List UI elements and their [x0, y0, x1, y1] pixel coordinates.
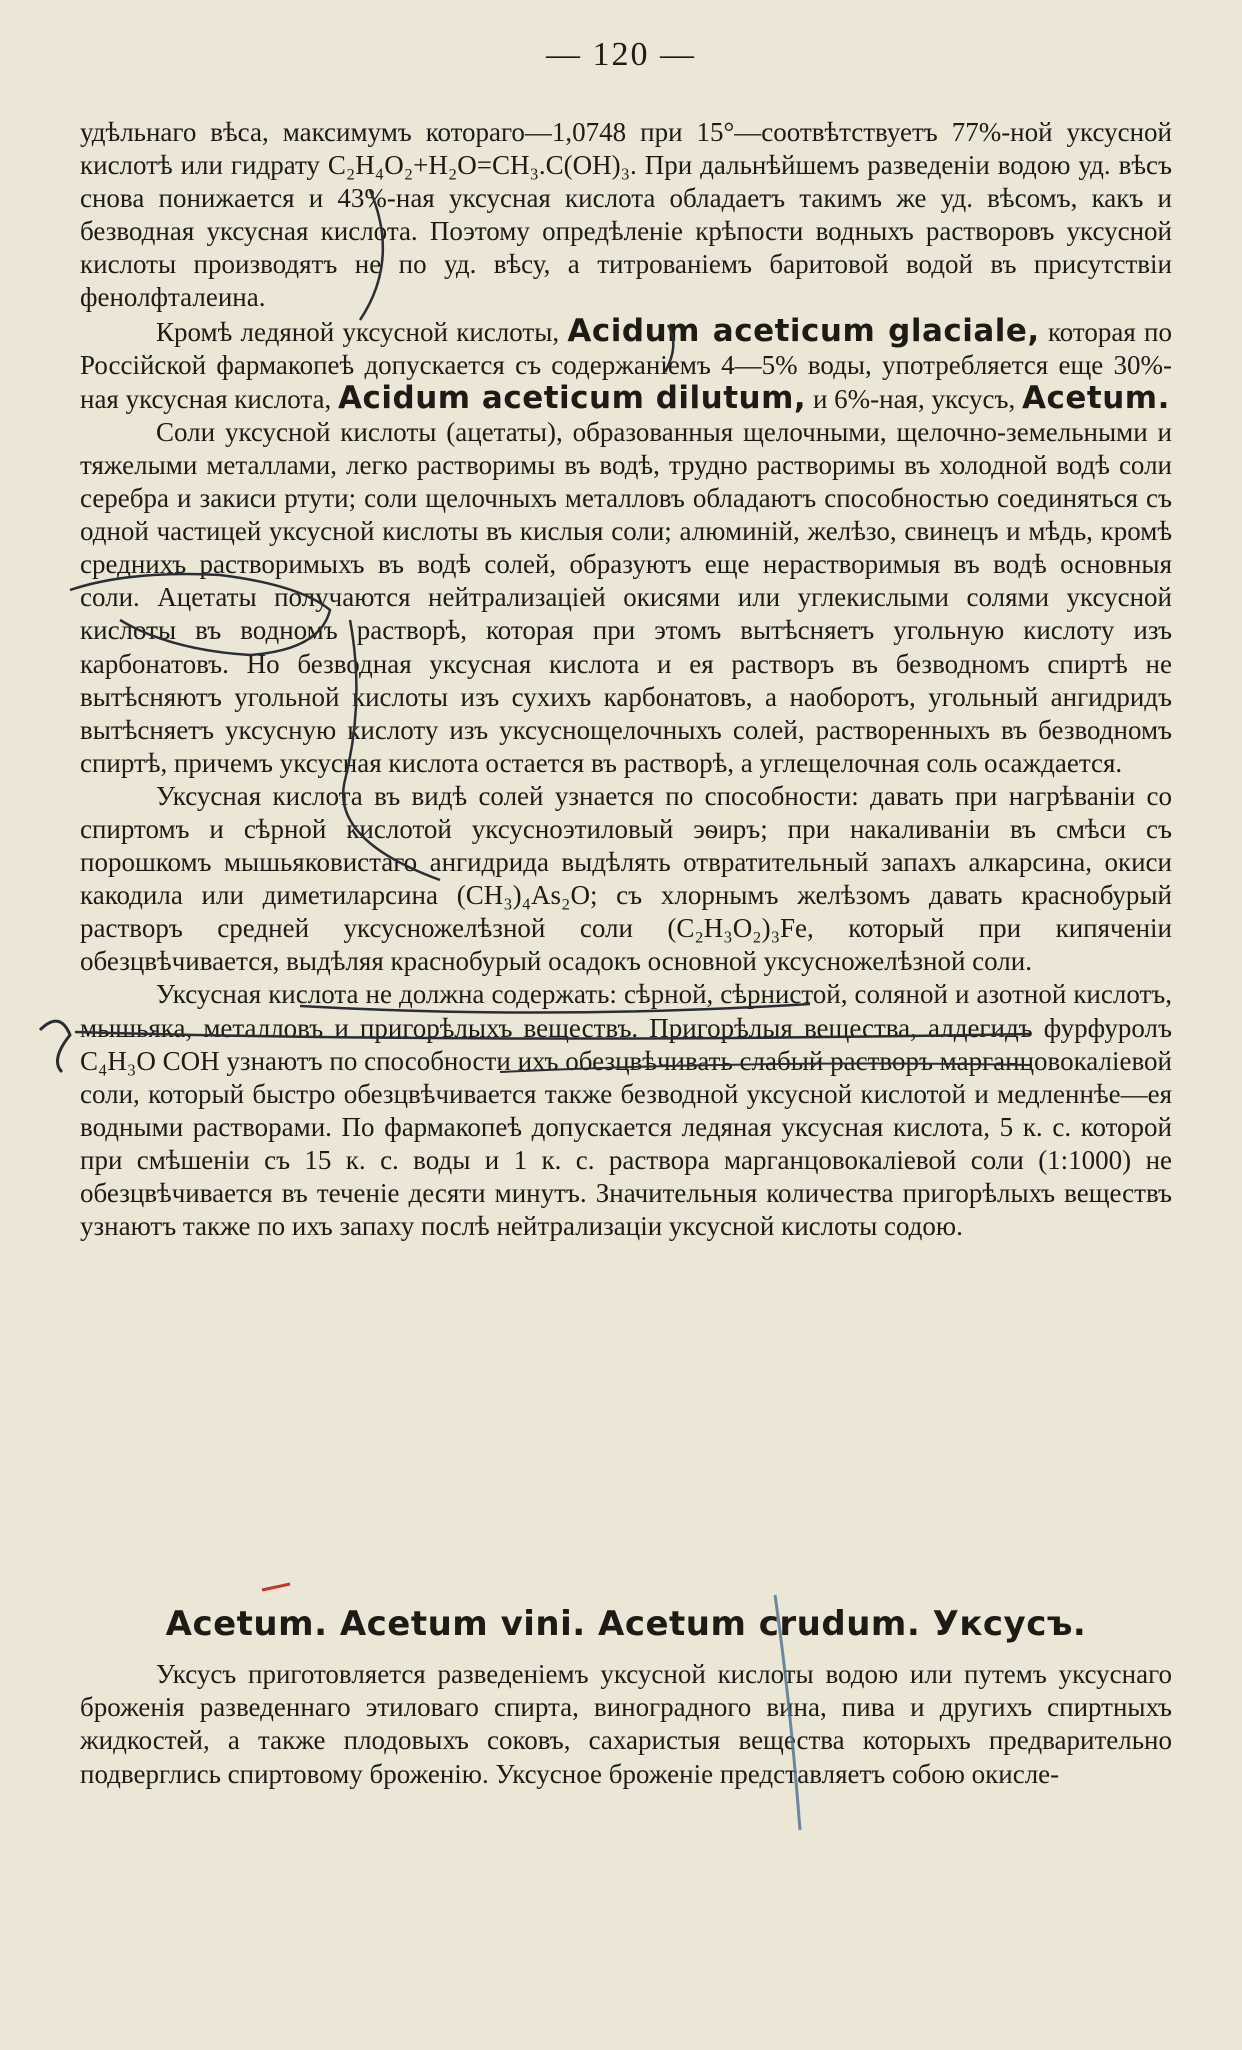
paragraph-glacial-text-2: которая по Россійской фармакопеѣ допускается съ содержаніемъ 4—5% воды, употребляется еще 30%-ная уксусная кислота,: [80, 316, 1172, 414]
section-heading-acetum: Acetum. Acetum vini. Acetum crudum. Уксусъ.: [165, 1604, 1087, 1644]
paragraph-vinegar-preparation: Уксусъ приготовляется разведеніемъ уксусной кислоты водою или путемъ уксуснаго броженія разведеннаго этиловаго спирта, виноградного вина, пива и другихъ спиртныхъ жидкостей, а также плодовыхъ соковъ, сахаристыя вещества которыхъ предварительно подверглись спиртовому броженію. Уксусное броженіе представляетъ собою окисле-: [80, 1659, 1172, 1789]
term-acetum: Acetum.: [1022, 379, 1170, 416]
paragraph-acetate-salts: Соли уксусной кислоты (ацетаты), образованныя щелочными, щелочно-земельными и тяжелыми металлами, легко растворимы въ водѣ, трудно растворимы въ холодной водѣ соли серебра и закиси ртути; соли щелочныхъ металловъ обладаютъ способностью соединяться съ одной частицей уксусной кислоты въ кислыя соли; алюминій, желѣзо, свинецъ и мѣдь, кромѣ среднихъ растворимыхъ въ водѣ солей, образуютъ еще нерастворимыя въ водѣ основныя соли. Ацетаты получаются нейтрализаціей окисями или углекислыми солями уксусной кислоты въ водномъ растворѣ, которая при этомъ вытѣсняетъ угольную кислоту изъ карбонатовъ. Но безводная уксусная кислота и ея растворъ въ безводномъ спиртѣ не вытѣсняютъ угольной кислоты изъ сухихъ карбонатовъ, а наоборотъ, угольный ангидридъ вытѣсняетъ уксусную кислоту изъ уксуснощелочныхъ солей, растворенныхъ въ безводномъ спиртѣ, причемъ уксусная кислота остается въ растворѣ, а углещелочная соль осаждается.: [80, 416, 1172, 778]
term-acidum-glaciale: Acidum aceticum glaciale,: [567, 312, 1040, 349]
page-number: — 120 —: [546, 36, 696, 73]
main-text: [80, 116, 1172, 1243]
red-mark: [262, 1584, 290, 1590]
term-acidum-dilutum: Acidum aceticum dilutum,: [338, 379, 807, 416]
paragraph-glacial-text-1: Кромѣ ледяной уксусной кислоты,: [156, 316, 560, 347]
section-text: [80, 1658, 1172, 1791]
paragraph-glacial-acid: [80, 312, 1172, 416]
paragraph-detection: Уксусная кислота въ видѣ солей узнается по способности: давать при нагрѣваніи со спиртомъ и сѣрной кислотой уксусноэтиловый эѳиръ; при накаливаніи въ смѣси съ порошкомъ мышьяковистаго ангидрида выдѣлять отвратительный запахъ алкарсина, окиси какодила или диметиларсина (CH₃)₄As₂O; съ хлорнымъ желѣзомъ давать краснобурый растворъ средней уксусножелѣзной соли (C₂H₃O₂)₃Fe, который при кипяченіи обезцвѣчивается, выдѣляя краснобурый осадокъ основной уксусножелѣзной соли.: [80, 780, 1172, 977]
pen-stroke-margin-mark: [40, 1021, 70, 1072]
paragraph-glacial-text-3: и 6%-ная, уксусъ,: [812, 383, 1016, 414]
paragraph-specific-gravity: удѣльнаго вѣса, максимумъ котораго—1,0748 при 15°—соотвѣтствуетъ 77%-ной уксусной кислотѣ или гидрату C₂H₄O₂+H₂O=CH₃.C(OH)₃. При дальнѣйшемъ разведеніи водою уд. вѣсъ снова понижается и 43%-ная уксусная кислота обладаетъ такимъ же уд. вѣсомъ, какъ и безводная уксусная кислота. Поэтому опредѣленіе крѣпости водныхъ растворовъ уксусной кислоты производятъ не по уд. вѣсу, а титрованіемъ баритовой водой въ присутствіи фенолфталеина.: [80, 117, 1172, 313]
paragraph-impurities: Уксусная кислота не должна содержать: сѣрной, сѣрнистой, соляной и азотной кислотъ, мышьяка, металловъ и пригорѣлыхъ веществъ. Пригорѣлыя вещества, алдегидъ фурфуролъ C₄H₃O COH узнаютъ по способности ихъ обезцвѣчивать слабый растворъ марганцовокаліевой соли, который быстро обезцвѣчивается также безводной уксусной кислотой и медленнѣе—ея водными растворами. По фармакопеѣ допускается ледяная уксусная кислота, 5 к. с. которой при смѣшеніи съ 15 к. с. воды и 1 к. с. раствора марганцовокаліевой соли (1:1000) не обезцвѣчивается въ теченіе десяти минутъ. Значительныя количества пригорѣлыхъ веществъ узнаютъ также по ихъ запаху послѣ нейтрализаціи уксусной кислоты содою.: [80, 979, 1172, 1242]
